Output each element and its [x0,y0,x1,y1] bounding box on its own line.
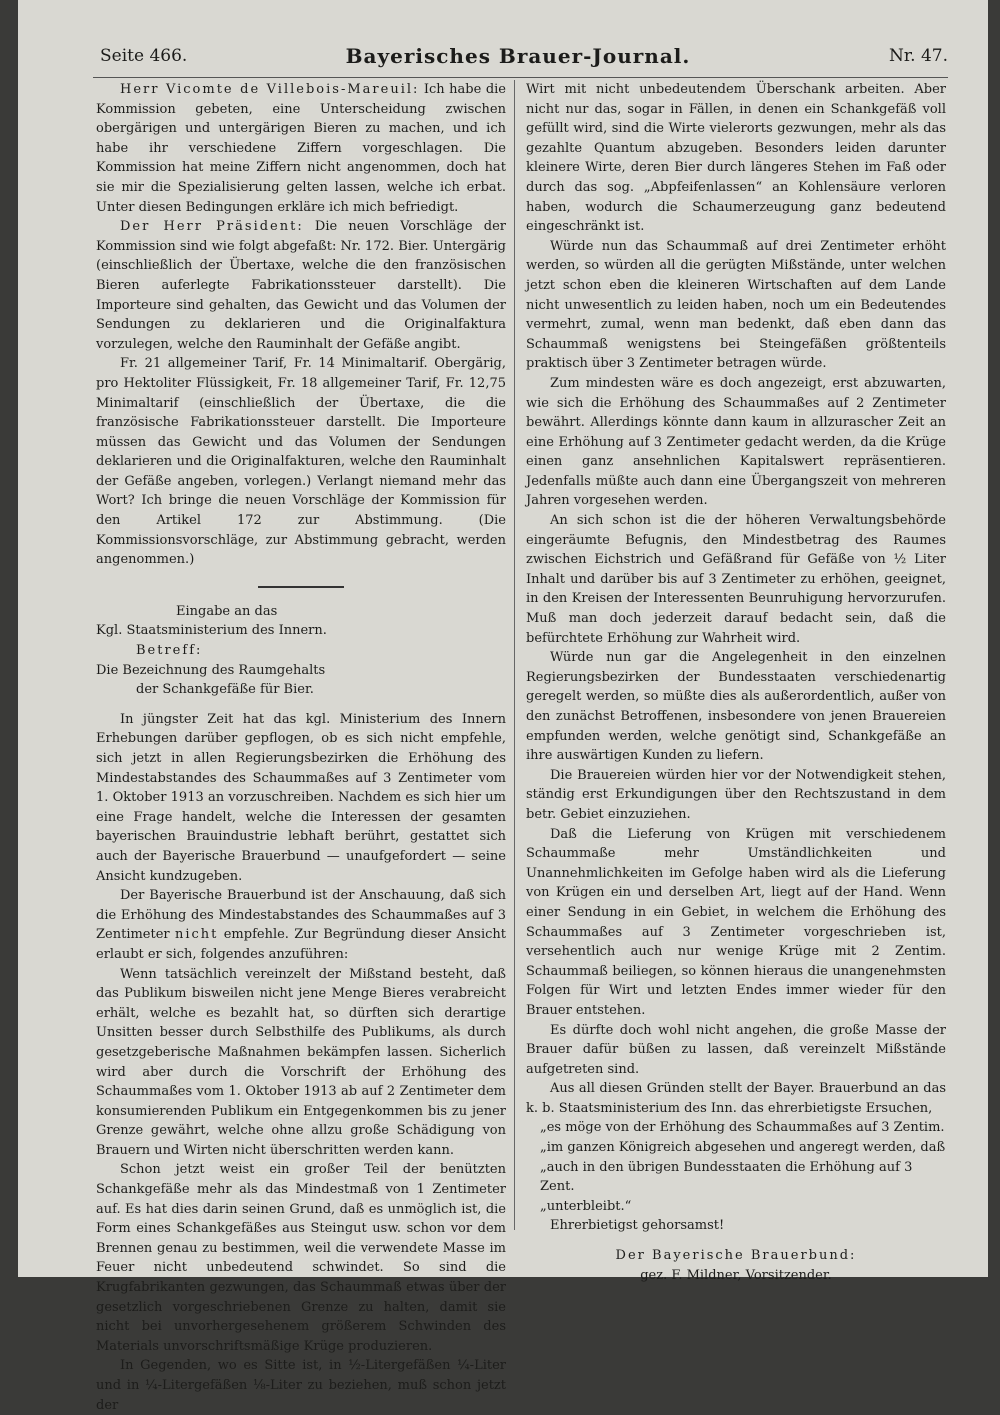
paragraph: Fr. 21 allgemeiner Tarif, Fr. 14 Minimaltarif. Obergärig, pro Hektoliter Flüssigkeit, Fr. 18 allgemeiner Tarif, Fr. 12,75 Minimaltarif (einschließlich der Übertaxe, die die französische Fabrikationssteuer darstellt. Die Importeure müssen das Gewicht und das Volumen der Sendungen deklarieren und die Originalfakturen, welche den Rauminhalt der Gefäße angeben, vorlegen.) Verlangt niemand mehr das Wort? Ich bringe die neuen Vorschläge der Kommission für den Artikel 172 zur Abstimmung. (Die Kommissionsvorschläge, zur Abstimmung gebracht, werden angenommen.) [96,356,506,568]
page-header [88,40,948,74]
speaker-name: Herr Vicomte de Villebois-Mareuil: [120,82,420,97]
header-rule [93,77,948,78]
quote-line: „im ganzen Königreich abgesehen und angeregt werden, daß [540,1140,946,1156]
paragraph: Wenn tatsächlich vereinzelt der Mißstand besteht, daß das Publikum bisweilen nicht jene Menge Bieres verabreicht erhält, welche es bezahlt hat, so dürften sich derartige Unsitten besser durch Selbsthilfe des Publikums, als durch gesetzgeberische Maßnahmen bekämpfen lassen. Sicherlich wird aber durch die Vorschrift der Erhöhung des Schaummaßes vom 1. Oktober 1913 ab auf 2 Zentimeter dem konsumierenden Publikum ein Entgegenkommen bis zu jener Grenze gewährt, welche ohne allzu große Schädigung von Brauern und Wirten nicht überschritten werden kann. [96,966,506,1158]
betreff-label: Betreff: [136,643,203,659]
closing-line: Ehrerbietigst gehorsamst! [550,1218,725,1234]
paragraph: Aus all diesen Gründen stellt der Bayer. Brauerbund an das k. b. Staatsministerium des Inn. das ehrerbietigste Ersuchen, [526,1081,946,1116]
paragraph: Die Brauereien würden hier vor der Notwendigkeit stehen, ständig erst Erkundigungen über den Rechtszustand in dem betr. Gebiet einzuziehen. [526,767,946,822]
paragraph: Der Herr Präsident: Die neuen Vorschläge der Kommission sind wie folgt abgefaßt: Nr. 172. Bier. Untergärig (einschließlich der Übertaxe, welche die den französischen Bieren auferlegte Fabrikationssteuer darstellt). Die Importeure sind gehalten, das Gewicht und das Volumen der Sendungen zu deklarieren und die Originalfaktura vorzulegen, welche den Rauminhalt der Gefäße angibt. [96,219,506,352]
quote-line: „es möge von der Erhöhung des Schaummaßes auf 3 Zentim. [540,1120,945,1136]
betreff-line: Die Bezeichnung des Raumgehalts [96,662,326,678]
emphasis: nicht [174,927,219,943]
right-column [526,80,946,1285]
paragraph: Daß die Lieferung von Krügen mit verschiedenem Schaummaße mehr Umständlichkeiten und Unannehmlichkeiten im Gefolge haben wird als die Lieferung von Krügen ein und derselben Art, liegt auf der Hand. Wenn einer Sendung in ein Gebiet, in welchem die Erhöhung des Schaummaßes auf 3 Zentimeter vorgeschrieben ist, versehentlich auch nur wenige Krüge mit 2 Zentim. Schaummaß beiliegen, so können hieraus die unangenehmsten Folgen für Wirt und letzten Endes immer wieder für den Brauer entstehen. [526,826,946,1018]
paragraph: Schon jetzt weist ein großer Teil der benützten Schankgefäße mehr als das Mindestmaß von 1 Zentimeter auf. Es hat dies darin seinen Grund, daß es unmöglich ist, die Form eines Schankgefäßes aus Steingut usw. schon vor dem Brennen genau zu bestimmen, weil die verwendete Masse im Feuer nicht unbedeutend schwindet. So sind die Krugfabrikanten gezwungen, das Schaummaß etwas über der gesetzlich vorgeschriebenen Grenze zu halten, damit sie nicht bei unvorhergesehenem größerem Schwinden des Materials unvorschriftsmäßige Krüge produzieren. [96,1162,506,1354]
paragraph: In Gegenden, wo es Sitte ist, in ½-Litergefäßen ¼-Liter und in ¼-Litergefäßen ⅛-Liter zu beziehen, muß schon jetzt der [96,1358,506,1413]
paragraph: Wirt mit nicht unbedeutendem Überschank arbeiten. Aber nicht nur das, sogar in Fällen, in denen ein Schankgefäß voll gefüllt wird, sind die Wirte vielerorts gezwungen, mehr als das gezahlte Quantum abzugeben. Besonders leiden darunter kleinere Wirte, deren Bier durch längeres Stehen im Faß oder durch das sog. „Abpfeifenlassen“ an Kohlensäure verloren haben, wodurch die Schaumerzeugung ganz bedeutend eingeschränkt ist. [526,82,946,235]
quote-line: „auch in den übrigen Bundesstaaten die Erhöhung auf 3 Zent. [540,1159,913,1195]
paragraph: Würde nun gar die Angelegenheit in den einzelnen Regierungsbezirken der Bundesstaaten verschiedenartig geregelt werden, so müßte dies als außerordentlich, außer von den zunächst Betroffenen, insbesondere von jenen Brauereien empfunden werden, welche genötigt sind, Schankgefäße an ihre auswärtigen Kunden zu liefern. [526,650,946,764]
address-line: Kgl. Staatsministerium des Innern. [96,623,327,639]
section-rule [258,586,344,588]
speaker-name: Der Herr Präsident: [120,219,304,235]
page-number: Seite 466. [100,46,188,66]
quote-line: „unterbleibt.“ [540,1198,632,1214]
paragraph: An sich schon ist die der höheren Verwaltungsbehörde eingeräumte Befugnis, den Mindestbetrag des Raumes zwischen Eichstrich und Gefäßrand für Gefäße von ½ Liter Inhalt und darüber bis auf 3 Zentimeter zu erhöhen, geeignet, in den Kreisen der Interessenten Beunruhigung hervorzurufen. Muß man doch jederzeit darauf bedacht sein, daß die befürchtete Erhöhung zur Wahrheit wird. [526,513,946,646]
paragraph: Herr Vicomte de Villebois-Mareuil: Ich habe die Kommission gebeten, eine Unterscheidung zwischen obergärigen und untergärigen Bieren zu machen, und ich habe ihr verschiedene Ziffern vorgeschlagen. Die Kommission hat meine Ziffern nicht angenommen, doch hat sie mir die Spezialisierung gelten lassen, welche ich erbat. Unter diesen Bedingungen erkläre ich mich befriedigt. [96,82,506,215]
newspaper-page [18,0,988,1413]
column-divider [514,80,515,1230]
paragraph: Würde nun das Schaummaß auf drei Zentimeter erhöht werden, so würden all die gerügten Mißstände, unter welchen jetzt schon eben die kleineren Wirtschaften auf dem Lande nicht unwesentlich zu leiden haben, noch um ein Bedeutendes vermehrt, zumal, wenn man bedenkt, daß eben dann das Schaummaß wenigstens bei Steingefäßen größtenteils praktisch über 3 Zentimeter betragen würde. [526,238,946,372]
paragraph: Es dürfte doch wohl nicht angehen, die große Masse der Brauer dafür büßen zu lassen, daß vereinzelt Mißstände aufgetreten sind. [526,1022,946,1077]
left-column [96,80,506,1415]
betreff-line: der Schankgefäße für Bier. [136,682,314,698]
signature-name: gez. F. Mildner, Vorsitzender. [640,1267,832,1283]
paragraph: In jüngster Zeit hat das kgl. Ministerium des Innern Erhebungen darüber gepflogen, ob es sich nicht empfehle, sich jetzt in allen Regierungsbezirken die Erhöhung des Mindestabstandes des Schaummaßes auf 3 Zentimeter vom 1. Oktober 1913 an vorzuschreiben. Nachdem es sich hier um eine Frage handelt, welche die Interessen der gesamten bayerischen Brauindustrie lebhaft berührt, gestattet sich auch der Bayerische Brauerbund — unaufgefordert — seine Ansicht kundzugeben. [96,711,506,884]
address-line: Eingabe an das [176,603,278,619]
paragraph: Der Bayerische Brauerbund ist der Anschauung, daß sich die Erhöhung des Mindestabstandes des Schaummaßes auf 3 Zentimeter nicht empfehle. Zur Begründung dieser Ansicht erlaubt er sich, folgendes anzuführen: [96,888,507,962]
journal-title: Bayerisches Brauer-Journal. [345,44,691,68]
issue-number: Nr. 47. [889,46,948,66]
paragraph: Zum mindesten wäre es doch angezeigt, erst abzuwarten, wie sich die Erhöhung des Schaummaßes auf 2 Zentimeter bewährt. Allerdings könnte dann kaum in allzurascher Zeit an eine Erhöhung auf 3 Zentimeter gedacht werden, da die Krüge einen ganz ansehnlichen Kapitalswert repräsentieren. Jedenfalls müßte auch dann eine Übergangszeit von mehreren Jahren vorgesehen werden. [526,375,946,509]
signature-organization: Der Bayerische Brauerbund: [615,1248,857,1264]
